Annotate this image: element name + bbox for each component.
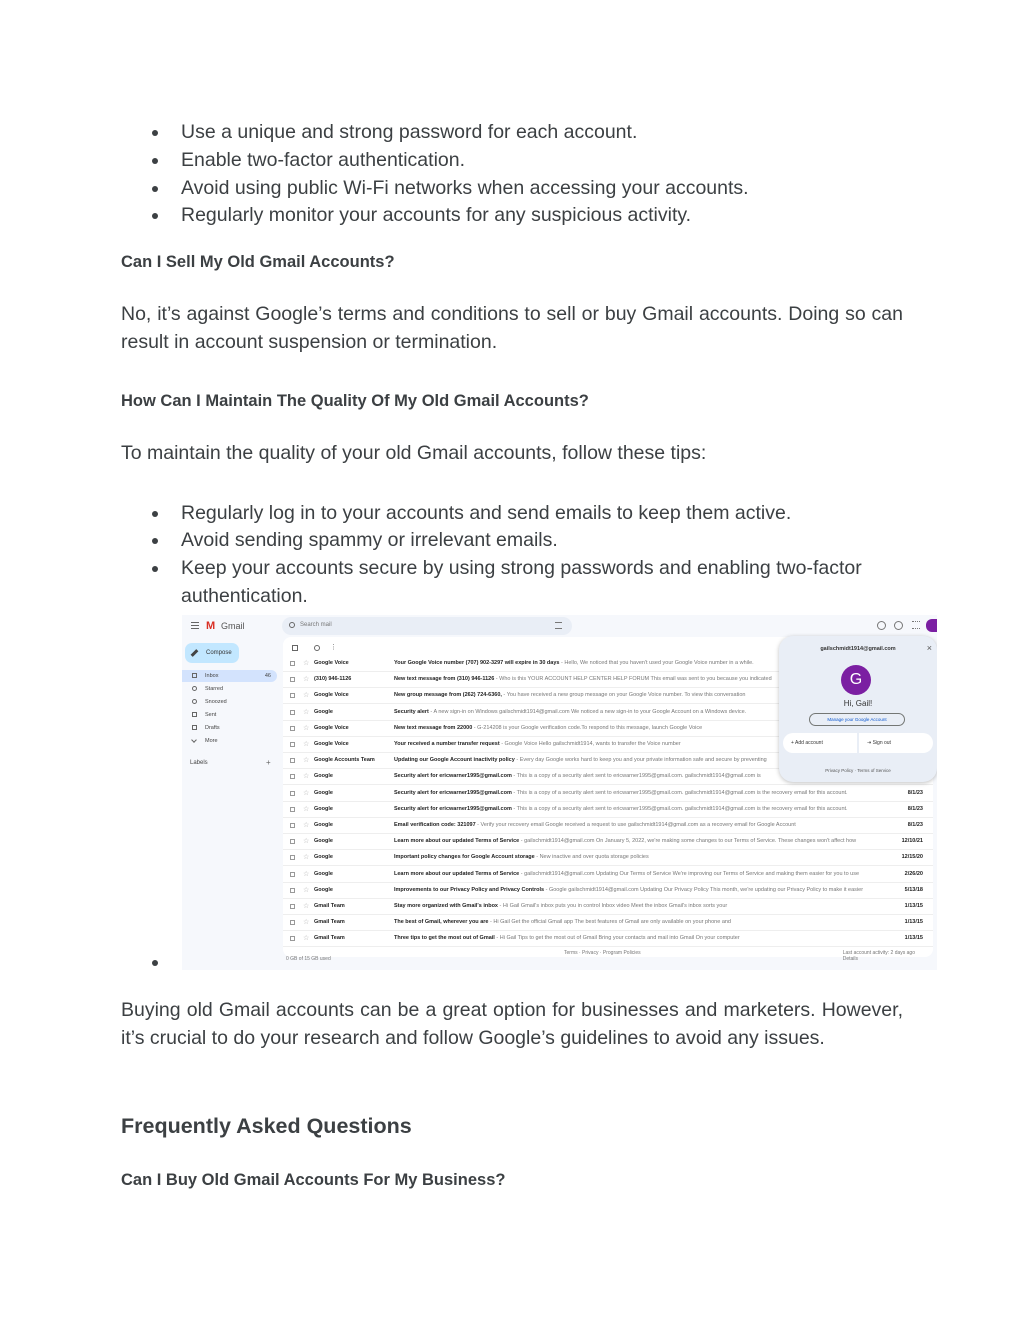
table-row[interactable] [283, 915, 933, 931]
sign-out-button[interactable] [859, 733, 933, 753]
paragraph-maintain-quality: To maintain the quality of your old Gmail accounts, follow these tips: [121, 442, 707, 464]
bullet-icon [152, 130, 158, 136]
subject-snippet [394, 903, 879, 909]
compose-label: Compose [206, 650, 232, 656]
refresh-icon[interactable] [314, 645, 320, 651]
subject: Security alert for ericwarner1995@gmail.com [394, 773, 512, 780]
list-item: Avoid sending spammy or irrelevant emails. [181, 529, 558, 551]
subject: Security alert for ericwarner1995@gmail.com [394, 805, 512, 812]
row-checkbox[interactable] [290, 872, 295, 877]
subject: Learn more about our updated Terms of Service [394, 838, 520, 845]
row-checkbox[interactable] [290, 888, 295, 893]
heading-buy-for-business: Can I Buy Old Gmail Accounts For My Business? [121, 1171, 506, 1189]
subject-snippet [394, 806, 879, 812]
close-icon[interactable]: × [926, 643, 932, 653]
bullet-icon [152, 186, 158, 192]
account-actions [783, 733, 933, 753]
subject: New group message from (262) 724-6360, [394, 692, 502, 699]
sender: Google [314, 886, 333, 893]
sender: Google Voice [314, 692, 349, 699]
help-icon[interactable] [877, 621, 886, 630]
subject-snippet [394, 854, 879, 860]
heading-faq: Frequently Asked Questions [121, 1114, 412, 1138]
settings-icon[interactable] [894, 621, 903, 630]
sender: Google [314, 854, 333, 861]
search-bar[interactable] [282, 617, 572, 635]
snippet: - Google gailschmidt1914@gmail.com Updating Our Privacy Policy This month, we're updating our Privacy Policy to make it easier [544, 886, 864, 893]
gmail-screenshot [182, 615, 937, 970]
sidebar-item-label: Snoozed [205, 699, 227, 705]
sender: Google Voice [314, 741, 349, 747]
snippet: - This is a copy of a security alert sent to ericwarner1995@gmail.com. gailschmidt1914@gmail.com is the recovery email for this account. [511, 805, 848, 812]
row-checkbox[interactable] [290, 677, 295, 682]
star-icon[interactable]: ☆ [303, 676, 310, 684]
list-item: Avoid using public Wi-Fi networks when accessing your accounts. [181, 177, 749, 199]
star-icon[interactable]: ☆ [303, 870, 310, 878]
date: 12/15/20 [901, 854, 923, 861]
snippet: - New inactive and over quota storage policies [534, 854, 649, 861]
sender: Google [314, 822, 333, 828]
sign-out-label: Sign out [872, 740, 891, 746]
star-icon[interactable]: ☆ [303, 854, 310, 862]
sender: Google Accounts Team [314, 757, 375, 764]
snippet: - This is a copy of a security alert sent to ericwarner1995@gmail.com. gailschmidt1914@gmail.com is the recovery email for this account. [511, 789, 848, 796]
date: 1/13/15 [904, 903, 923, 909]
list-item: Regularly monitor your accounts for any suspicious activity. [181, 204, 692, 226]
sender: Google [314, 708, 333, 715]
star-icon[interactable]: ☆ [303, 805, 310, 813]
bullet-icon [152, 158, 158, 164]
subject: The best of Gmail, wherever you are [394, 919, 489, 926]
table-row[interactable] [283, 834, 933, 850]
subject: Improvements to our Privacy Policy and Privacy Controls [394, 886, 545, 893]
snippet: - gailschmidt1914@gmail.com Updating Our Terms of Service We're improving our Terms of Service and making them easier for you to use [519, 870, 860, 877]
star-icon[interactable]: ☆ [303, 919, 310, 927]
paragraph-sell: No, it’s against Google’s terms and conditions to sell or buy Gmail accounts. Doing so can result in account suspension or termination. [121, 303, 903, 353]
footer-links[interactable]: Terms · Privacy · Program Policies [564, 950, 641, 956]
star-icon[interactable]: ☆ [303, 935, 310, 943]
row-checkbox[interactable] [290, 936, 295, 941]
snippet: - Hi Gail Tips to get the most out of Gmail Bring your contacts and mail into Gmail On your computer [494, 935, 740, 942]
account-email: gailschmidt1914@gmail.com [820, 646, 896, 652]
subject-snippet [394, 887, 879, 893]
star-icon[interactable]: ☆ [303, 660, 310, 667]
star-icon[interactable]: ☆ [303, 886, 310, 894]
manage-account-button[interactable]: Manage your Google Account [809, 713, 905, 726]
sender: Google Voice [314, 660, 349, 666]
subject: Email verification code: 321097 [394, 822, 476, 828]
sidebar-item-drafts[interactable] [182, 722, 277, 734]
sidebar-item-snoozed[interactable] [182, 696, 277, 708]
list-item: Use a unique and strong password for each account. [181, 121, 638, 143]
snippet: - Google Voice Hello gailschmidt1914, wants to transfer the Voice number [499, 741, 681, 747]
list-item: Enable two-factor authentication. [181, 149, 466, 171]
bullet-icon [152, 538, 158, 544]
date: 2/26/20 [904, 870, 923, 877]
row-checkbox[interactable] [290, 839, 295, 844]
snippet: - G-214208 is your Google verification code.To respond to this message, launch Google Voice [472, 724, 703, 731]
star-icon[interactable]: ☆ [303, 724, 310, 732]
more-vert-icon[interactable]: ⋮ [330, 644, 337, 651]
table-row[interactable] [283, 883, 933, 899]
send-icon [192, 712, 197, 717]
subject: New text message from (310) 946-1126 [394, 676, 495, 683]
star-icon[interactable]: ☆ [303, 789, 310, 797]
subject: Your received a number transfer request [394, 741, 500, 747]
date: 1/13/15 [904, 919, 923, 926]
date: 8/1/23 [907, 805, 923, 812]
subject: Security alert for ericwarner1995@gmail.com [394, 789, 512, 796]
sidebar-item-inbox[interactable] [182, 670, 277, 682]
sender: Google [314, 805, 333, 812]
subject-snippet [394, 871, 879, 877]
row-checkbox[interactable] [290, 855, 295, 860]
search-input[interactable]: Search mail [300, 622, 332, 628]
pencil-icon [191, 649, 199, 657]
sender: Google Voice [314, 724, 349, 731]
sender: Google [314, 773, 333, 780]
snippet: - Every day Google works hard to keep you and your private information safe and secure by preventing [514, 757, 767, 764]
snippet: - Who is this YOUR ACCOUNT HELP CENTER HELP FORUM This email was sent to you because you indicated [494, 676, 772, 683]
snippet: - A new sign-in on Windows gailschmidt1914@gmail.com We noticed a new sign-in to your Google Account on a Windows device. [428, 708, 747, 715]
sidebar-item-label: Inbox [205, 673, 219, 679]
subject: Stay more organized with Gmail's inbox [394, 903, 498, 909]
row-checkbox[interactable] [290, 710, 295, 715]
heading-maintain-quality: How Can I Maintain The Quality Of My Old Gmail Accounts? [121, 392, 589, 410]
star-icon[interactable]: ☆ [303, 903, 310, 910]
sender: Gmail Team [314, 935, 345, 942]
date: 8/1/23 [907, 789, 923, 796]
filter-icon[interactable] [555, 622, 562, 629]
snippet: - Hi Gail Gmail's inbox puts you in control Inbox video Meet the inbox Gmail's inbox sorts your [498, 903, 728, 909]
date: 12/10/21 [901, 838, 923, 845]
subject-snippet [394, 822, 879, 828]
table-row[interactable] [283, 867, 933, 883]
subject: Updating our Google Account inactivity policy [394, 757, 515, 764]
add-label-button[interactable]: + [266, 758, 271, 767]
star-icon[interactable]: ☆ [303, 692, 310, 700]
table-row[interactable] [283, 802, 933, 818]
apps-icon[interactable] [912, 621, 920, 629]
logout-icon: ⇥ [867, 740, 873, 746]
row-checkbox[interactable] [290, 661, 295, 666]
sender: Google [314, 789, 333, 796]
row-checkbox[interactable] [290, 774, 295, 779]
snippet: - Hello, We noticed that you haven't used your Google Voice number in a while. [559, 660, 754, 666]
table-row[interactable] [283, 818, 933, 834]
subject-snippet [394, 838, 879, 844]
date: 5/13/18 [904, 886, 923, 893]
gmail-top-bar [182, 615, 937, 637]
menu-icon[interactable] [191, 622, 199, 629]
bullet-icon [152, 213, 158, 219]
row-checkbox[interactable] [290, 726, 295, 731]
account-popup [779, 636, 937, 782]
bullet-icon [152, 511, 158, 517]
star-icon[interactable]: ☆ [303, 838, 310, 846]
sidebar-item-starred[interactable] [182, 683, 277, 695]
account-avatar[interactable]: G [841, 665, 871, 695]
sidebar-item-label: Starred [205, 686, 224, 692]
chevron-down-icon [191, 737, 197, 743]
sidebar-item-label: Sent [205, 712, 217, 718]
table-row[interactable] [283, 850, 933, 866]
table-row[interactable] [283, 899, 933, 915]
paragraph-conclusion: Buying old Gmail accounts can be a great option for businesses and marketers. However, it’s crucial to do your research and follow Google’s guidelines to avoid any issues. [121, 999, 903, 1049]
sender: (310) 946-1126 [314, 676, 352, 683]
compose-button[interactable] [185, 643, 239, 663]
table-row[interactable] [283, 786, 933, 802]
sender: Gmail Team [314, 903, 345, 909]
clock-icon [192, 699, 197, 704]
list-item: Keep your accounts secure by using strong passwords and enabling two-factor authentication. [181, 557, 862, 607]
bullet-icon [152, 960, 158, 966]
add-account-button[interactable] [783, 733, 857, 753]
avatar[interactable] [926, 619, 937, 632]
sidebar-item-label: Drafts [205, 725, 220, 731]
table-row[interactable] [283, 931, 933, 947]
row-checkbox[interactable] [290, 920, 295, 925]
snippet: - gailschmidt1914@gmail.com On January 5, 2022, we're making some changes to our Terms of Service. These changes won't affect how [519, 838, 857, 845]
search-icon [289, 622, 295, 628]
inbox-icon [192, 673, 197, 678]
star-icon[interactable]: ☆ [303, 773, 310, 781]
account-greeting: Hi, Gail! [843, 699, 873, 708]
star-icon [192, 686, 197, 691]
snippet: - You have received a new group message on your Google Voice number. To view this conversation [501, 692, 746, 699]
gmail-logo: M [206, 620, 216, 632]
subject: Three tips to get the most out of Gmail [394, 935, 495, 942]
heading-sell: Can I Sell My Old Gmail Accounts? [121, 253, 395, 271]
row-checkbox[interactable] [290, 791, 295, 796]
sidebar-item-label: More [205, 738, 218, 744]
add-account-label: Add account [795, 740, 823, 746]
subject: Your Google Voice number (707) 902-3297 will expire in 30 days [394, 660, 560, 666]
subject-snippet [394, 935, 879, 941]
subject: Learn more about our updated Terms of Service [394, 870, 520, 877]
bullet-icon [152, 566, 158, 572]
star-icon[interactable]: ☆ [303, 757, 310, 765]
subject-snippet [394, 919, 879, 925]
row-checkbox[interactable] [290, 904, 295, 909]
account-footer-links[interactable]: Privacy Policy · Terms of Service [825, 768, 891, 773]
snippet: - This is a copy of a security alert sent to ericwarner1995@gmail.com. gailschmidt1914@gmail.com is [511, 773, 761, 780]
row-checkbox[interactable] [290, 693, 295, 698]
snippet: - Hi Gail Get the official Gmail app The best features of Gmail are only available on your phone and [488, 919, 731, 926]
sender: Gmail Team [314, 919, 345, 926]
subject: New text message from 22000 [394, 724, 473, 731]
select-all-checkbox[interactable] [292, 645, 298, 651]
date: 1/13/15 [904, 935, 923, 942]
row-checkbox[interactable] [290, 758, 295, 763]
row-checkbox[interactable] [290, 742, 295, 747]
details-link[interactable]: Details [842, 956, 859, 962]
draft-icon [192, 725, 197, 730]
sender: Google [314, 870, 333, 877]
list-toolbar [287, 640, 347, 654]
row-checkbox[interactable] [290, 823, 295, 828]
storage-usage: 0 GB of 15 GB used [286, 956, 331, 962]
date: 8/1/23 [907, 822, 923, 828]
sidebar-item-sent[interactable] [182, 709, 277, 721]
list-item: Regularly log in to your accounts and send emails to keep them active. [181, 502, 792, 524]
inbox-count: 46 [264, 673, 271, 679]
star-icon[interactable]: ☆ [303, 741, 310, 748]
subject: Security alert [394, 708, 429, 715]
gmail-title: Gmail [221, 621, 245, 631]
subject: Important policy changes for Google Account storage [394, 854, 535, 861]
last-activity-text: Last account activity: 2 days ago [842, 950, 915, 956]
sender: Google [314, 838, 333, 845]
subject-snippet [394, 790, 879, 796]
plus-icon: + [791, 740, 796, 746]
star-icon[interactable]: ☆ [303, 708, 310, 716]
labels-heading: Labels [190, 760, 208, 766]
last-activity [843, 950, 915, 962]
row-checkbox[interactable] [290, 807, 295, 812]
star-icon[interactable]: ☆ [303, 822, 310, 829]
sidebar-item-more[interactable] [182, 735, 277, 747]
snippet: - Verify your recovery email Google received a request to use gailschmidt1914@gmail.com as a recovery email for Google Account [475, 822, 796, 828]
